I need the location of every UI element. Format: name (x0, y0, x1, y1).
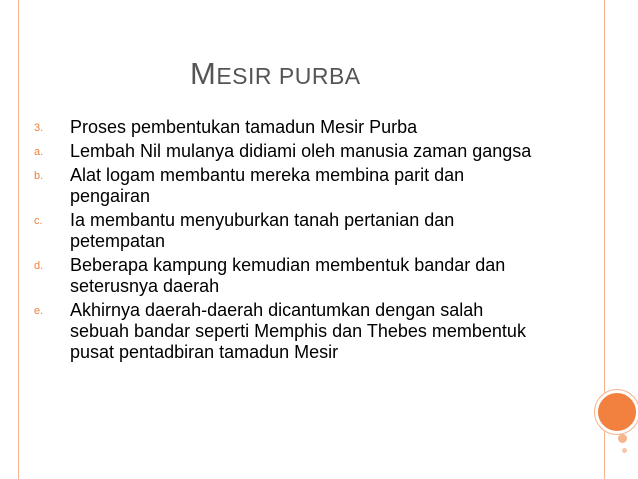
bullet-marker: a. (34, 146, 44, 158)
list-item (34, 117, 534, 138)
orange-circle-decoration (595, 390, 638, 434)
small-circle-decoration (618, 434, 627, 443)
left-border-line (18, 0, 19, 479)
bullet-marker: c. (34, 215, 43, 227)
bullet-marker: 3. (34, 122, 44, 134)
bullet-list (34, 117, 534, 366)
list-item (34, 300, 534, 363)
list-item (34, 141, 534, 162)
list-item (34, 165, 534, 207)
bullet-text: Beberapa kampung kemudian membentuk bandar dan seterusnya daerah (70, 255, 506, 296)
bullet-marker: b. (34, 170, 44, 182)
bullet-text: Akhirnya daerah-daerah dicantumkan dengan salah sebuah bandar seperti Memphis dan Thebes membentuk pusat pentadbiran tamadun Mesir (70, 300, 526, 362)
slide-title (190, 56, 361, 92)
bullet-marker: e. (34, 305, 44, 317)
bullet-text: Alat logam membantu mereka membina parit dan pengairan (70, 165, 465, 206)
slide-title-initial: M (190, 56, 217, 91)
bullet-text: Proses pembentukan tamadun Mesir Purba (70, 117, 418, 137)
tiny-circle-decoration (622, 448, 627, 453)
list-item (34, 210, 534, 252)
bullet-text: Lembah Nil mulanya didiami oleh manusia zaman gangsa (70, 141, 532, 161)
list-item (34, 255, 534, 297)
bullet-text: Ia membantu menyuburkan tanah pertanian dan petempatan (70, 210, 455, 251)
slide-title-rest: ESIR PURBA (216, 63, 361, 89)
bullet-marker: d. (34, 260, 44, 272)
